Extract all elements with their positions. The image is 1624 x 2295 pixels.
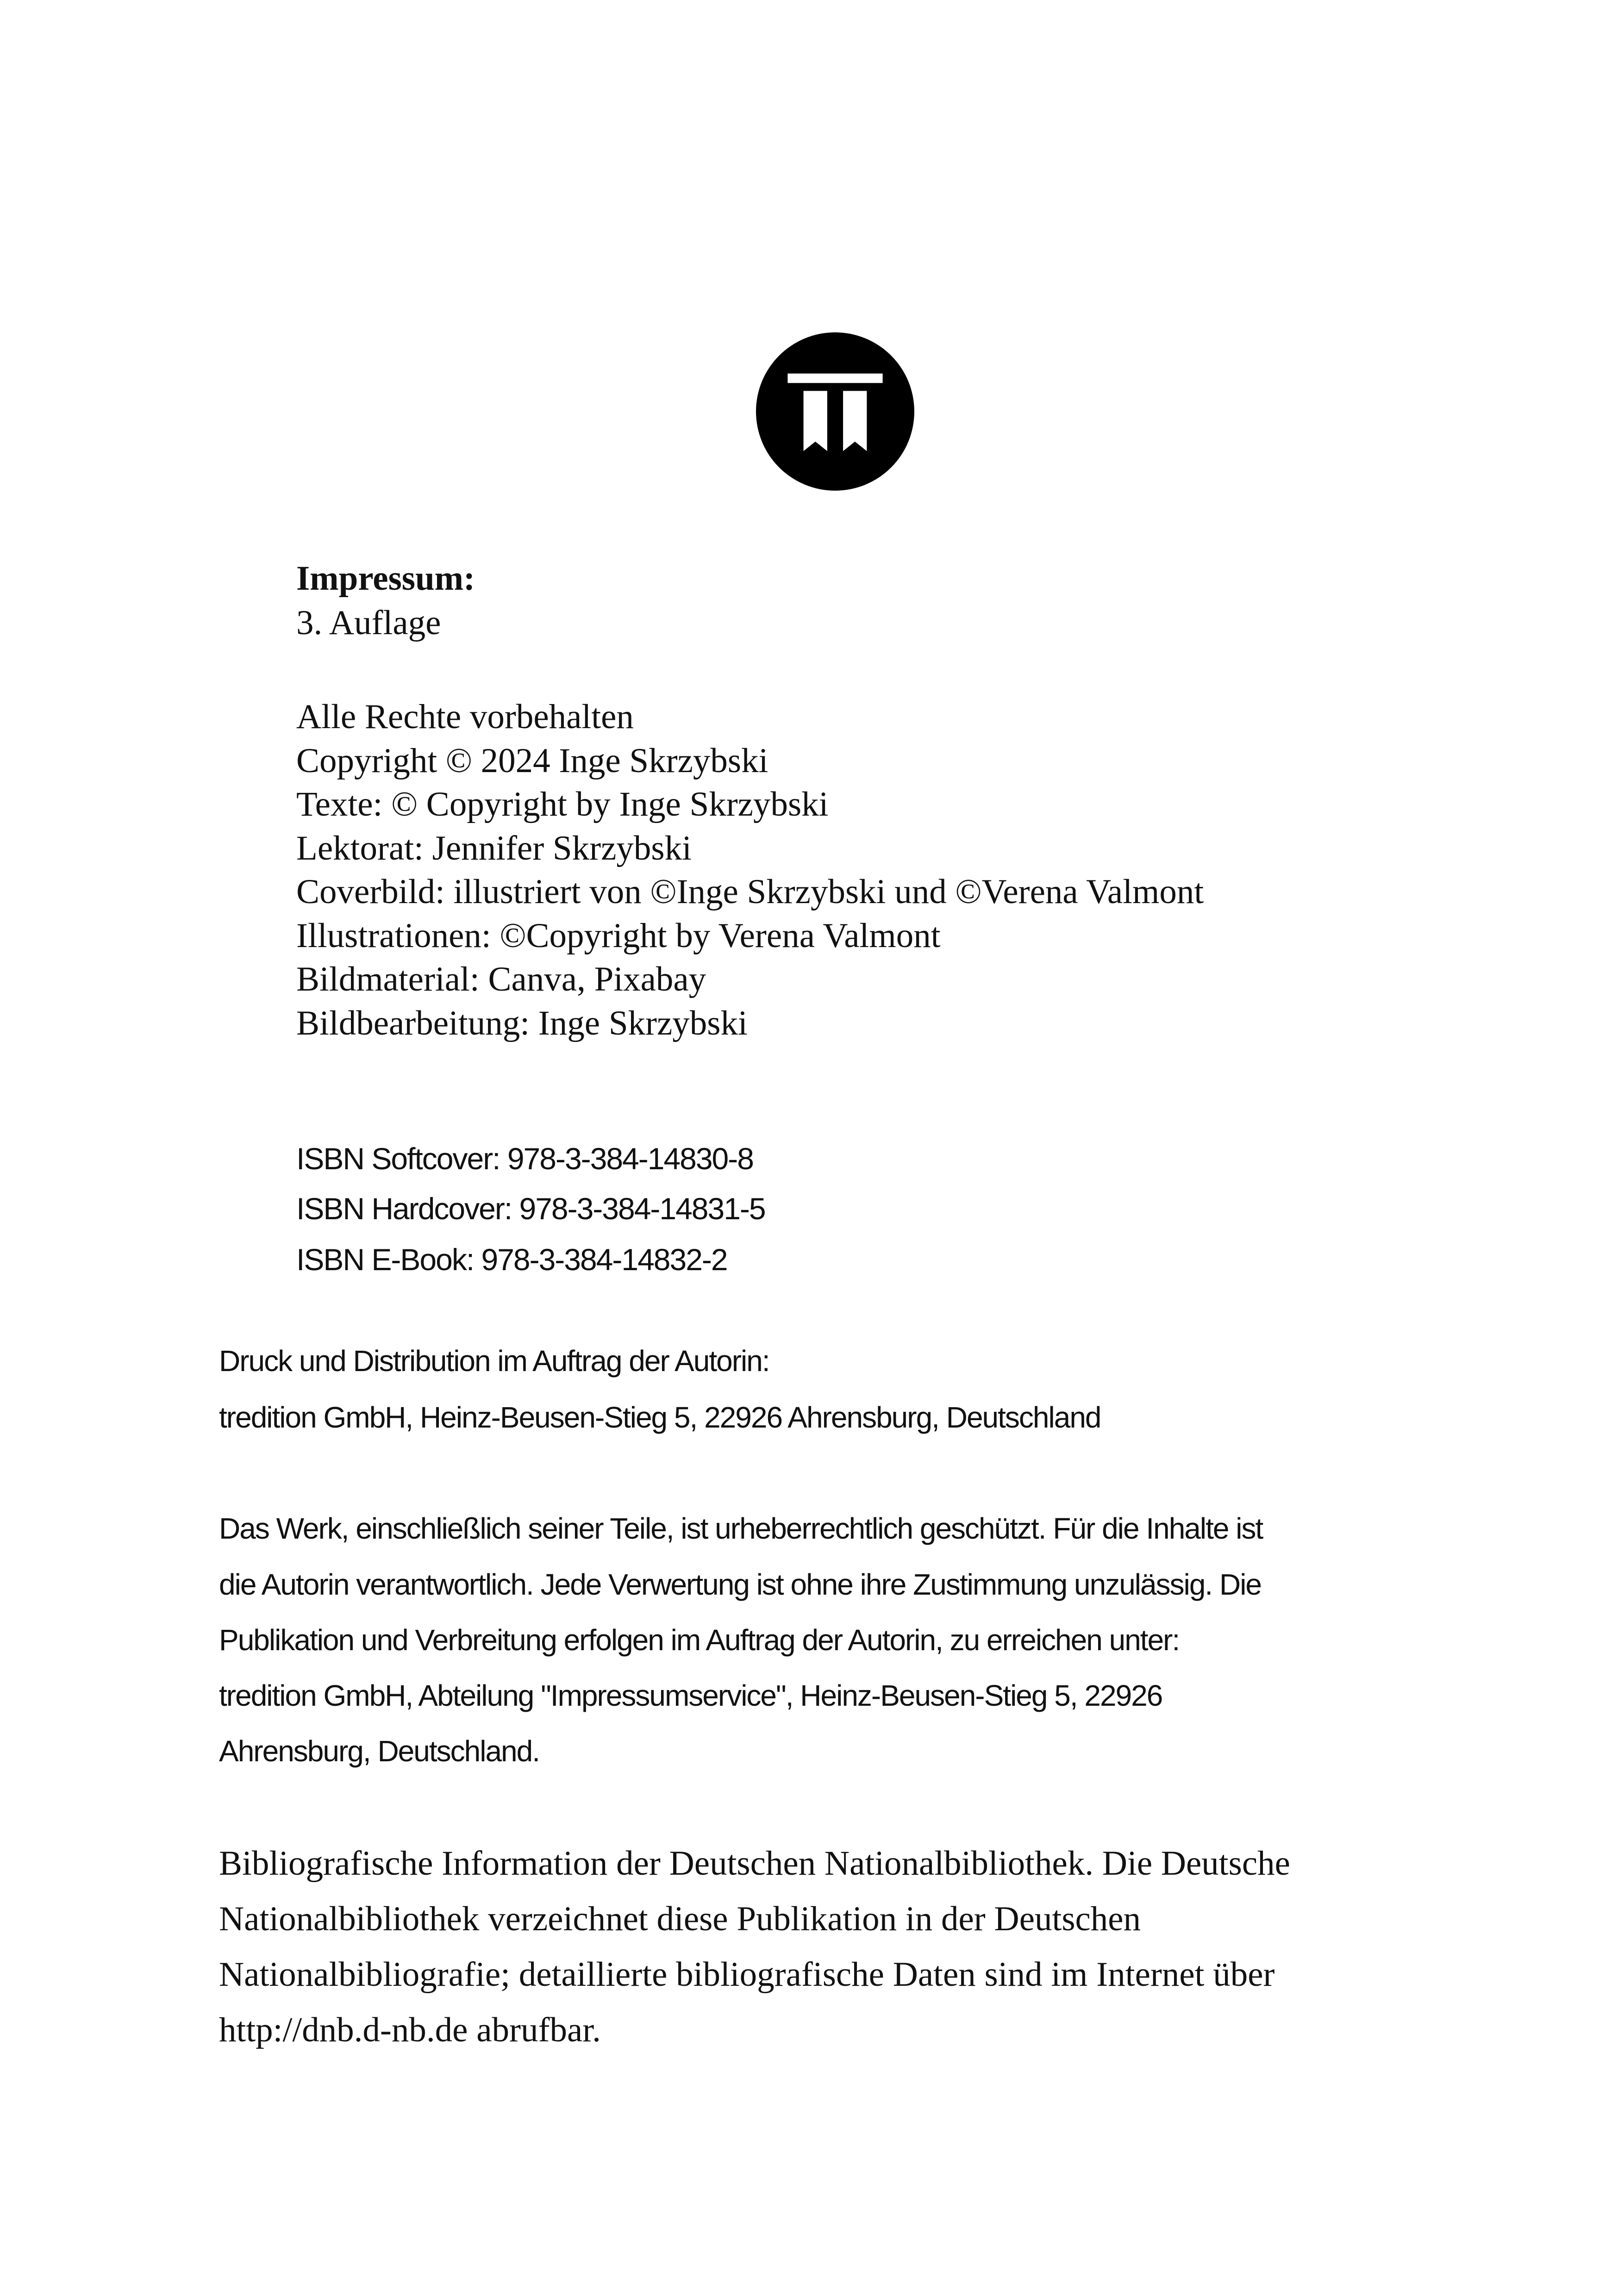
tredition-address-line: tredition GmbH, Heinz-Beusen-Stieg 5, 22926 Ahrensburg, Deutschland bbox=[219, 1401, 1101, 1434]
copyright-line: Copyright © 2024 Inge Skrzybski bbox=[296, 742, 768, 780]
werk-line-5: Ahrensburg, Deutschland. bbox=[219, 1734, 539, 1768]
isbn-ebook: ISBN E-Book: 978-3-384-14832-2 bbox=[296, 1242, 727, 1277]
coverbild-line: Coverbild: illustriert von ©Inge Skrzybski und ©Verena Valmont bbox=[296, 873, 1204, 911]
lektorat-line: Lektorat: Jennifer Skrzybski bbox=[296, 829, 692, 867]
impressum-heading: Impressum: bbox=[296, 559, 475, 598]
isbn-hardcover: ISBN Hardcover: 978-3-384-14831-5 bbox=[296, 1191, 765, 1226]
edition-label: 3. Auflage bbox=[296, 604, 441, 642]
bildmaterial-line: Bildmaterial: Canva, Pixabay bbox=[296, 960, 706, 998]
texte-line: Texte: © Copyright by Inge Skrzybski bbox=[296, 785, 829, 823]
bib-line-2: Nationalbibliothek verzeichnet diese Publikation in der Deutschen bbox=[219, 1900, 1141, 1938]
illustrationen-line: Illustrationen: ©Copyright by Verena Valmont bbox=[296, 917, 941, 955]
rights-line: Alle Rechte vorbehalten bbox=[296, 698, 634, 736]
druck-line: Druck und Distribution im Auftrag der Autorin: bbox=[219, 1344, 769, 1378]
werk-line-3: Publikation und Verbreitung erfolgen im Auftrag der Autorin, zu erreichen unter: bbox=[219, 1623, 1180, 1657]
werk-line-2: die Autorin verantwortlich. Jede Verwertung ist ohne ihre Zustimmung unzulässig. Die bbox=[219, 1568, 1261, 1601]
bib-line-4: http://dnb.d-nb.de abrufbar. bbox=[219, 2011, 601, 2049]
bib-line-3: Nationalbibliografie; detaillierte bibliografische Daten sind im Internet über bbox=[219, 1955, 1275, 1994]
bib-line-1: Bibliografische Information der Deutschen Nationalbibliothek. Die Deutsche bbox=[219, 1844, 1290, 1883]
werk-line-1: Das Werk, einschließlich seiner Teile, ist urheberrechtlich geschützt. Für die Inhalte ist bbox=[219, 1512, 1263, 1545]
werk-line-4: tredition GmbH, Abteilung "Impressumservice", Heinz-Beusen-Stieg 5, 22926 bbox=[219, 1679, 1162, 1712]
bildbearbeitung-line: Bildbearbeitung: Inge Skrzybski bbox=[296, 1004, 748, 1042]
isbn-softcover: ISBN Softcover: 978-3-384-14830-8 bbox=[296, 1141, 753, 1176]
